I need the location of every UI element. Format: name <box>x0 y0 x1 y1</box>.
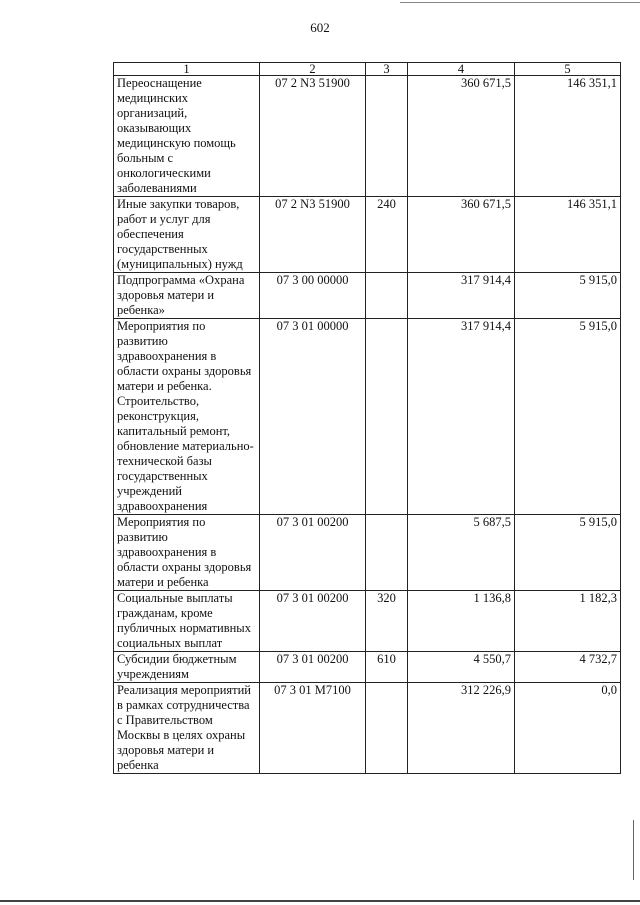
row-code: 07 3 01 00200 <box>260 591 366 652</box>
row-sum-1: 312 226,9 <box>408 683 515 774</box>
row-expense-type <box>366 273 408 319</box>
table-row <box>114 515 621 591</box>
row-sum-1: 4 550,7 <box>408 652 515 683</box>
row-code: 07 3 00 00000 <box>260 273 366 319</box>
column-header: 3 <box>366 63 408 76</box>
row-sum-2: 0,0 <box>515 683 621 774</box>
row-sum-2: 146 351,1 <box>515 197 621 273</box>
table-row <box>114 273 621 319</box>
table-row <box>114 197 621 273</box>
row-expense-type: 240 <box>366 197 408 273</box>
row-name: Подпрограмма «Охрана здоровья матери и ребенка» <box>114 273 260 319</box>
row-name: Переоснащение медицинских организаций, оказывающих медицинскую помощь больным с онкологическими заболеваниями <box>114 76 260 197</box>
row-sum-2: 4 732,7 <box>515 652 621 683</box>
row-sum-2: 5 915,0 <box>515 515 621 591</box>
row-code: 07 3 01 00200 <box>260 652 366 683</box>
column-header: 4 <box>408 63 515 76</box>
row-name: Социальные выплаты гражданам, кроме публичных нормативных социальных выплат <box>114 591 260 652</box>
budget-table <box>113 62 621 774</box>
row-expense-type <box>366 76 408 197</box>
header-row <box>114 63 621 76</box>
row-name: Реализация мероприятий в рамках сотрудничества с Правительством Москвы в целях охраны здоровья матери и ребенка <box>114 683 260 774</box>
row-name: Субсидии бюджетным учреждениям <box>114 652 260 683</box>
scan-edge-right <box>633 820 634 880</box>
table-row <box>114 76 621 197</box>
row-sum-2: 146 351,1 <box>515 76 621 197</box>
row-sum-1: 5 687,5 <box>408 515 515 591</box>
scan-edge-bottom <box>0 900 640 902</box>
row-sum-2: 5 915,0 <box>515 319 621 515</box>
table-row <box>114 319 621 515</box>
row-expense-type <box>366 319 408 515</box>
row-sum-1: 317 914,4 <box>408 319 515 515</box>
column-header: 2 <box>260 63 366 76</box>
row-expense-type: 610 <box>366 652 408 683</box>
row-expense-type <box>366 683 408 774</box>
row-sum-2: 1 182,3 <box>515 591 621 652</box>
row-sum-1: 360 671,5 <box>408 76 515 197</box>
column-header: 1 <box>114 63 260 76</box>
row-name: Мероприятия по развитию здравоохранения в области охраны здоровья матери и ребенка. Строительство, реконструкция, капитальный ремонт, обновление материально-технической базы государственных учреждений здравоохранения <box>114 319 260 515</box>
row-sum-1: 1 136,8 <box>408 591 515 652</box>
row-code: 07 3 01 00200 <box>260 515 366 591</box>
row-sum-1: 317 914,4 <box>408 273 515 319</box>
row-code: 07 2 N3 51900 <box>260 197 366 273</box>
row-code: 07 3 01 00000 <box>260 319 366 515</box>
scan-edge-top <box>400 2 640 3</box>
row-name: Иные закупки товаров, работ и услуг для обеспечения государственных (муниципальных) нужд <box>114 197 260 273</box>
table-row <box>114 652 621 683</box>
row-sum-2: 5 915,0 <box>515 273 621 319</box>
page-number: 602 <box>310 20 330 35</box>
row-sum-1: 360 671,5 <box>408 197 515 273</box>
column-header: 5 <box>515 63 621 76</box>
row-expense-type: 320 <box>366 591 408 652</box>
row-expense-type <box>366 515 408 591</box>
table-row <box>114 591 621 652</box>
row-code: 07 2 N3 51900 <box>260 76 366 197</box>
row-name: Мероприятия по развитию здравоохранения в области охраны здоровья матери и ребенка <box>114 515 260 591</box>
row-code: 07 3 01 M7100 <box>260 683 366 774</box>
table-row <box>114 683 621 774</box>
